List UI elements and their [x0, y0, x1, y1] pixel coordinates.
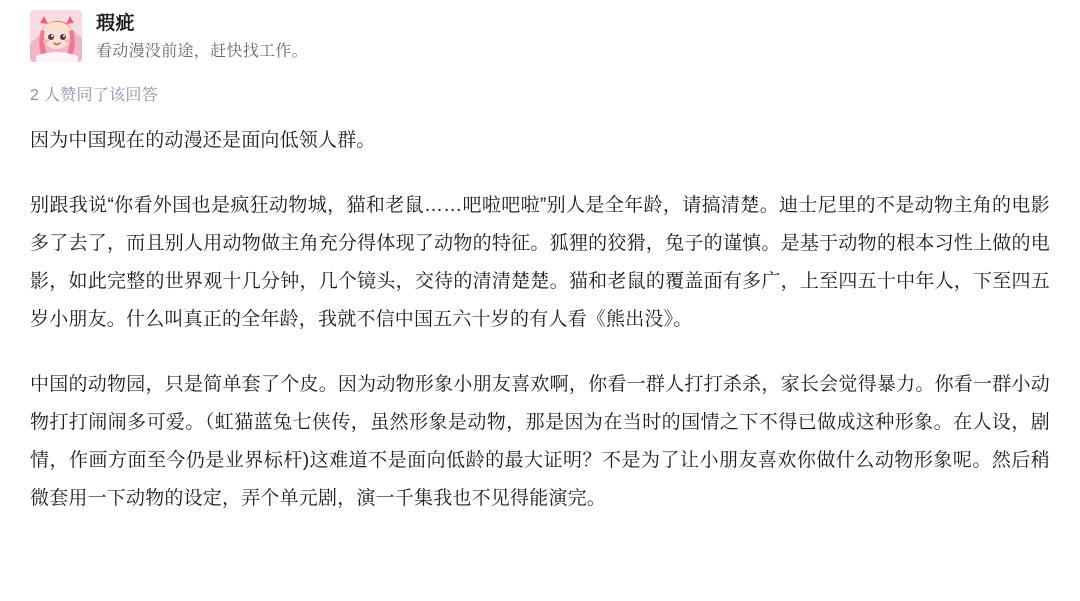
- author-header: [30, 0, 1050, 62]
- answer-content: [30, 122, 1050, 518]
- author-bio: 看动漫没前途，赶快找工作。: [96, 43, 308, 60]
- author-name[interactable]: 瑕疵: [96, 13, 136, 34]
- answer-paragraph: 因为中国现在的动漫还是面向低领人群。: [30, 130, 376, 151]
- answer-paragraph: 中国的动物园，只是简单套了个皮。因为动物形象小朋友喜欢啊，你看一群人打打杀杀，家长会觉得暴力。你看一群小动物打打闹闹多可爱。（虹猫蓝兔七侠传，虽然形象是动物，那是因为在当时的国情之下不得已做成这种形象。在人设，剧情，作画方面至今仍是业界标杆)这难道不是面向低龄的最大证明？不是为了让小朋友喜欢你做什么动物形象呢。然后稍微套用一下动物的设定，弄个单元剧，演一千集我也不见得能演完。: [30, 374, 1050, 509]
- anime-girl-avatar-icon: [30, 10, 82, 62]
- author-meta: [96, 10, 308, 64]
- avatar[interactable]: [30, 10, 82, 62]
- answer-paragraph: 别跟我说“你看外国也是疯狂动物城，猫和老鼠……吧啦吧啦”别人是全年龄，请搞清楚。迪士尼里的不是动物主角的电影多了去了，而且别人用动物做主角充分得体现了动物的特征。狐狸的狡猾，兔子的谨慎。是基于动物的根本习性上做的电影，如此完整的世界观十几分钟，几个镜头，交待的清清楚楚。猫和老鼠的覆盖面有多广，上至四五十中年人，下至四五岁小朋友。什么叫真正的全年龄，我就不信中国五六十岁的有人看《熊出没》。: [30, 195, 1050, 330]
- vote-count-label: 2 人赞同了该回答: [30, 87, 159, 104]
